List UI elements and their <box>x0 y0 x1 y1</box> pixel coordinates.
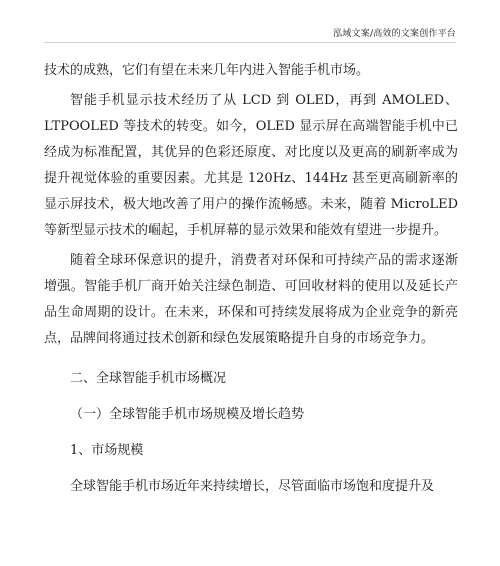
sub-subsection-heading: 1、市场规模 <box>70 443 144 458</box>
paragraph-display-technology: 智能手机显示技术经历了从 LCD 到 OLED，再到 AMOLED、LTPOOLED 等技术的转变。如今，OLED 显示屏在高端智能手机中已经成为标准配置，其优异的色彩还原度、对比度以及更高的刷新率成为提升视觉体验的重要因素。尤其是 120Hz、144Hz 甚至更高刷新率的显示屏技术，极大地改善了用户的操作流畅感。未来，随着 MicroLED 等新型显示技术的崛起，手机屏幕的显示效果和能效有望进一步提升。 <box>44 93 458 238</box>
document-body <box>44 58 458 504</box>
paragraph-sustainability: 随着全球环保意识的提升，消费者对环保和可持续产品的需求逐渐增强。智能手机厂商开始关注绿色制造、可回收材料的使用以及延长产品生命周期的设计。在未来，环保和可持续发展将成为企业竞争的新亮点，品牌间将通过技术创新和绿色发展策略提升自身的市场竞争力。 <box>44 253 458 346</box>
paragraph-continuation: 技术的成熟，它们有望在未来几年内进入智能手机市场。 <box>44 63 370 78</box>
section-heading: 二、全球智能手机市场概况 <box>70 371 227 386</box>
header-divider <box>44 42 456 43</box>
paragraph-market-size: 全球智能手机市场近年来持续增长，尽管面临市场饱和度提升及 <box>70 479 435 494</box>
subsection-heading: （一）全球智能手机市场规模及增长趋势 <box>70 407 305 422</box>
page-header: 泓域文案/高效的文案创作平台 <box>333 29 456 39</box>
